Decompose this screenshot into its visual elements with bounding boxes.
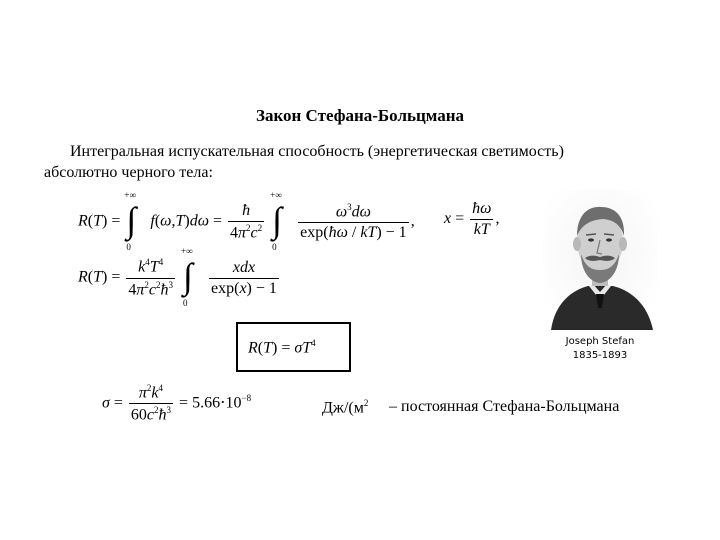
- portrait-joseph-stefan: [543, 190, 658, 330]
- equation-substituted: R(T) = $\frac{k^4T^4}{4\pi^2c^2ħ^3}$ +∞ ∫ 0 $\frac{\text{xdx}}{\exp(x) - 1}$: [78, 246, 277, 308]
- sigma-units: $Дж/(м^2$: [322, 398, 369, 417]
- portrait-caption-name: Joseph Stefan: [565, 336, 635, 347]
- equation-substitution: x = $\frac{ħ\omega}{kT}$ ,: [444, 200, 500, 238]
- page-title: Закон Стефана-Больцмана: [255, 106, 465, 125]
- intro-text-line2: абсолютно черного тела:: [44, 164, 213, 181]
- portrait-caption-years: 1835-1893: [572, 350, 628, 361]
- equation-integral-definition: R(T) = +∞ ∫ 0 f(ω,T)dω = $\frac{ħ}{4\pi^2c^2}$ +∞ ∫ 0 $\frac{\omega^3d\omega}{\exp(ħ\omega / kT) - 1}$ ,: [78, 190, 415, 252]
- sigma-description: – постоянная Стефана-Больцмана: [389, 398, 620, 415]
- intro-text-line1: Интегральная испускательная способность (энергетическая светимость): [70, 143, 564, 160]
- sigma-value: 5.66⋅10: [192, 394, 242, 412]
- sigma-units-text: Дж/(м: [322, 399, 364, 417]
- boxed-law-formula: $R(T) = \sigma T^4$: [236, 322, 351, 372]
- sigma-exponent: −8: [241, 393, 252, 404]
- equation-sigma-constant: σ = $\frac{\pi^2k^4}{60c^2ħ^3}$ = $5.66\cdot 10^{-8}$: [102, 383, 252, 424]
